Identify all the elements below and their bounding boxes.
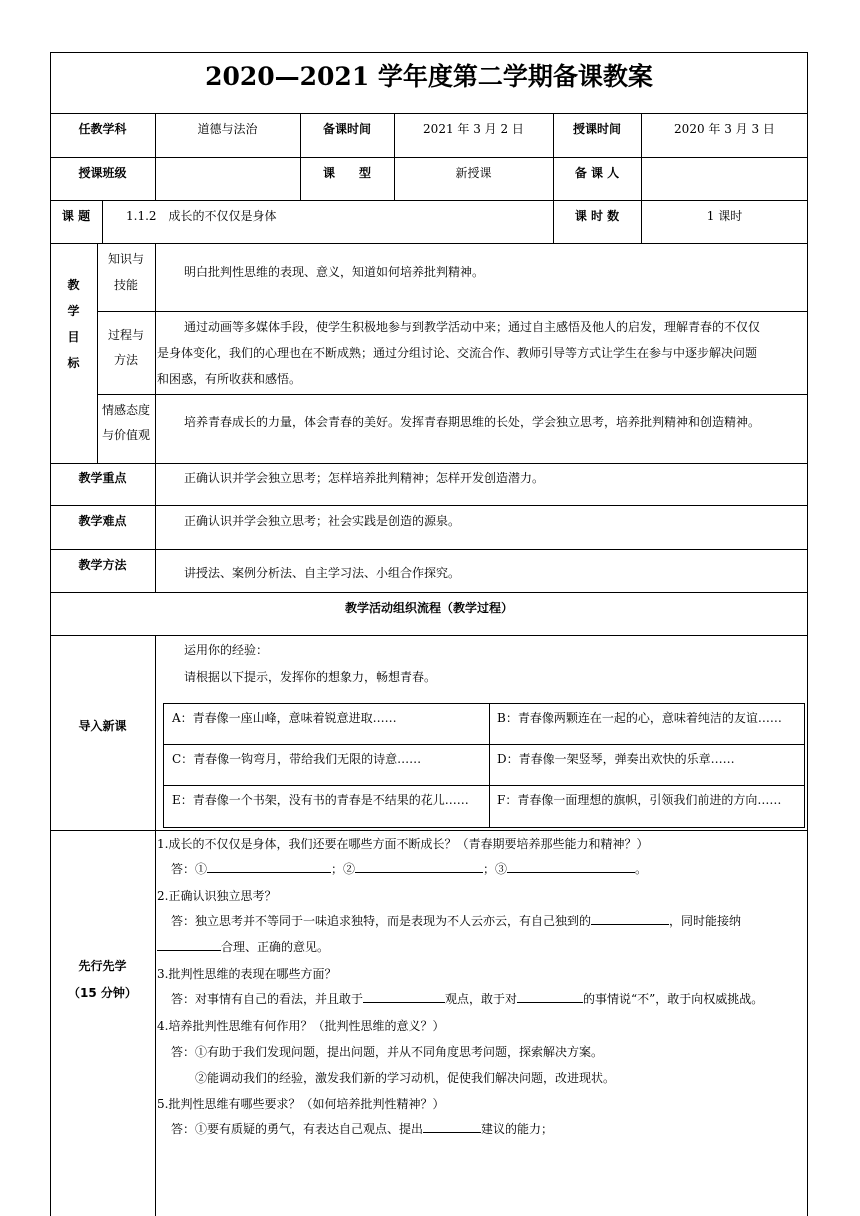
intro-label: 导入新课 bbox=[78, 719, 127, 733]
answer-2: 答：独立思考并不等同于一味追求独特，而是表现为不人云亦云，有自己独到的 ，同时能接纳 bbox=[171, 914, 742, 928]
answer-4-line: ②能调动我们的经验，激发我们新的学习动机，促使我们解决问题，改进现状。 bbox=[195, 1071, 616, 1085]
answer-1: 答：① ；② ；③ 。 bbox=[171, 862, 648, 876]
answer-5: 答：①要有质疑的勇气，有表达自己观点、提出 建议的能力； bbox=[171, 1122, 554, 1136]
option-b: B：青春像两颗连在一起的心，意味着纯洁的友谊…… bbox=[497, 711, 782, 725]
divider bbox=[50, 505, 808, 506]
question-2: 2.正确认识独立思考？ bbox=[157, 889, 277, 903]
difficulty-text: 正确认识并学会独立思考；社会实践是创造的源泉。 bbox=[184, 514, 461, 528]
question-1: 1.成长的不仅仅是身体，我们还要在哪些方面不断成长？（青春期要培养那些能力和精神？） bbox=[157, 837, 649, 851]
option-e: E：青春像一个书架，没有书的青春是不结果的花儿…… bbox=[172, 793, 469, 807]
option-a: A：青春像一座山峰，意味着锐意进取…… bbox=[172, 711, 397, 725]
knowledge-label: 技能 bbox=[113, 278, 138, 292]
knowledge-label: 知识与 bbox=[107, 252, 144, 266]
emotion-text: 培养青春成长的力量，体会青春的美好。发挥青春期思维的长处，学会独立思考，培养批判精神和创造精神。 bbox=[184, 415, 761, 429]
prestudy-label: 先行先学 bbox=[78, 959, 127, 973]
objectives-label-char: 目 bbox=[67, 330, 80, 344]
subject-value: 道德与法治 bbox=[197, 122, 258, 136]
prep-time-label: 备课时间 bbox=[322, 122, 371, 136]
lesson-plan-table bbox=[50, 52, 808, 1216]
type-label: 课 型 bbox=[322, 166, 371, 180]
divider bbox=[50, 830, 808, 831]
divider bbox=[155, 463, 156, 592]
divider bbox=[50, 200, 808, 201]
divider bbox=[163, 744, 805, 745]
key-label: 教学重点 bbox=[78, 471, 127, 485]
answer-blank[interactable] bbox=[207, 861, 331, 873]
objectives-label-char: 标 bbox=[67, 356, 80, 370]
answer-blank[interactable] bbox=[517, 991, 583, 1003]
answer-2-cont: 合理、正确的意见。 bbox=[157, 935, 329, 959]
subject-label: 任教学科 bbox=[78, 122, 127, 136]
page-title: 2020—2021 学年度第二学期备课教案 bbox=[205, 62, 653, 91]
question-5: 5.批判性思维有哪些要求？（如何培养批判性精神？） bbox=[157, 1097, 445, 1111]
difficulty-label: 教学难点 bbox=[78, 514, 127, 528]
option-f: F：青春像一面理想的旗帜，引领我们前进的方向…… bbox=[497, 793, 782, 807]
question-4: 4.培养批判性思维有何作用？（批判性思维的意义？） bbox=[157, 1019, 445, 1033]
process-text: 和困惑，有所收获和感悟。 bbox=[157, 372, 302, 386]
answer-blank[interactable] bbox=[363, 991, 445, 1003]
type-value: 新授课 bbox=[455, 166, 492, 180]
topic-value: 1.1.2 成长的不仅仅是身体 bbox=[126, 209, 277, 223]
divider bbox=[489, 703, 490, 828]
prep-time-value: 2021 年 3 月 2 日 bbox=[423, 122, 524, 136]
hours-label: 课 时 数 bbox=[574, 209, 620, 223]
teach-time-value: 2020 年 3 月 3 日 bbox=[674, 122, 775, 136]
divider bbox=[50, 592, 808, 593]
answer-blank[interactable] bbox=[591, 913, 669, 925]
answer-blank[interactable] bbox=[507, 861, 635, 873]
objectives-label-char: 教 bbox=[67, 278, 80, 292]
divider bbox=[50, 463, 808, 464]
option-d: D：青春像一架竖琴，弹奏出欢快的乐章…… bbox=[497, 752, 735, 766]
process-text: 通过动画等多媒体手段，使学生积极地参与到教学活动中来；通过自主感悟及他人的启发，理解青春的不仅仅 bbox=[184, 320, 761, 334]
option-c: C：青春像一钩弯月，带给我们无限的诗意…… bbox=[172, 752, 422, 766]
divider bbox=[163, 785, 805, 786]
answer-4-line: 答：①有助于我们发现问题，提出问题，并从不同角度思考问题，探索解决方案。 bbox=[171, 1045, 604, 1059]
divider bbox=[155, 243, 156, 463]
emotion-label: 与价值观 bbox=[101, 428, 150, 442]
class-label: 授课班级 bbox=[78, 166, 127, 180]
method-label: 教学方法 bbox=[78, 558, 127, 572]
divider bbox=[102, 200, 103, 243]
question-3: 3.批判性思维的表现在哪些方面？ bbox=[157, 967, 337, 981]
divider bbox=[50, 635, 808, 636]
answer-blank[interactable] bbox=[423, 1121, 481, 1133]
divider bbox=[155, 635, 156, 1216]
divider bbox=[50, 113, 808, 114]
intro-line: 运用你的经验： bbox=[184, 643, 269, 657]
method-text: 讲授法、案例分析法、自主学习法、小组合作探究。 bbox=[184, 566, 461, 580]
emotion-label: 情感态度 bbox=[101, 403, 150, 417]
process-text: 是身体变化，我们的心理也在不断成熟；通过分组讨论、交流合作、教师引导等方式让学生在参与中逐步解决问题 bbox=[157, 346, 758, 360]
intro-line: 请根据以下提示，发挥你的想象力，畅想青春。 bbox=[184, 670, 437, 684]
preparer-label: 备 课 人 bbox=[574, 166, 620, 180]
divider bbox=[97, 394, 808, 395]
process-label: 过程与 bbox=[107, 328, 144, 342]
process-heading: 教学活动组织流程（教学过程） bbox=[344, 601, 513, 615]
objectives-label-char: 学 bbox=[67, 304, 80, 318]
divider bbox=[50, 549, 808, 550]
divider bbox=[97, 311, 808, 312]
hours-value: 1 课时 bbox=[706, 209, 743, 223]
knowledge-text: 明白批判性思维的表现、意义，知道如何培养批判精神。 bbox=[184, 265, 485, 279]
topic-label: 课 题 bbox=[61, 209, 91, 223]
process-label: 方法 bbox=[113, 353, 138, 367]
key-text: 正确认识并学会独立思考；怎样培养批判精神；怎样开发创造潜力。 bbox=[184, 471, 545, 485]
prestudy-duration: （15 分钟） bbox=[68, 986, 137, 1000]
divider bbox=[50, 157, 808, 158]
answer-blank[interactable] bbox=[157, 939, 221, 951]
answer-blank[interactable] bbox=[355, 861, 483, 873]
teach-time-label: 授课时间 bbox=[572, 122, 621, 136]
divider bbox=[50, 243, 808, 244]
answer-3: 答：对事情有自己的看法，并且敢于 观点，敢于对 的事情说“不”，敢于向权威挑战。 bbox=[171, 992, 764, 1006]
